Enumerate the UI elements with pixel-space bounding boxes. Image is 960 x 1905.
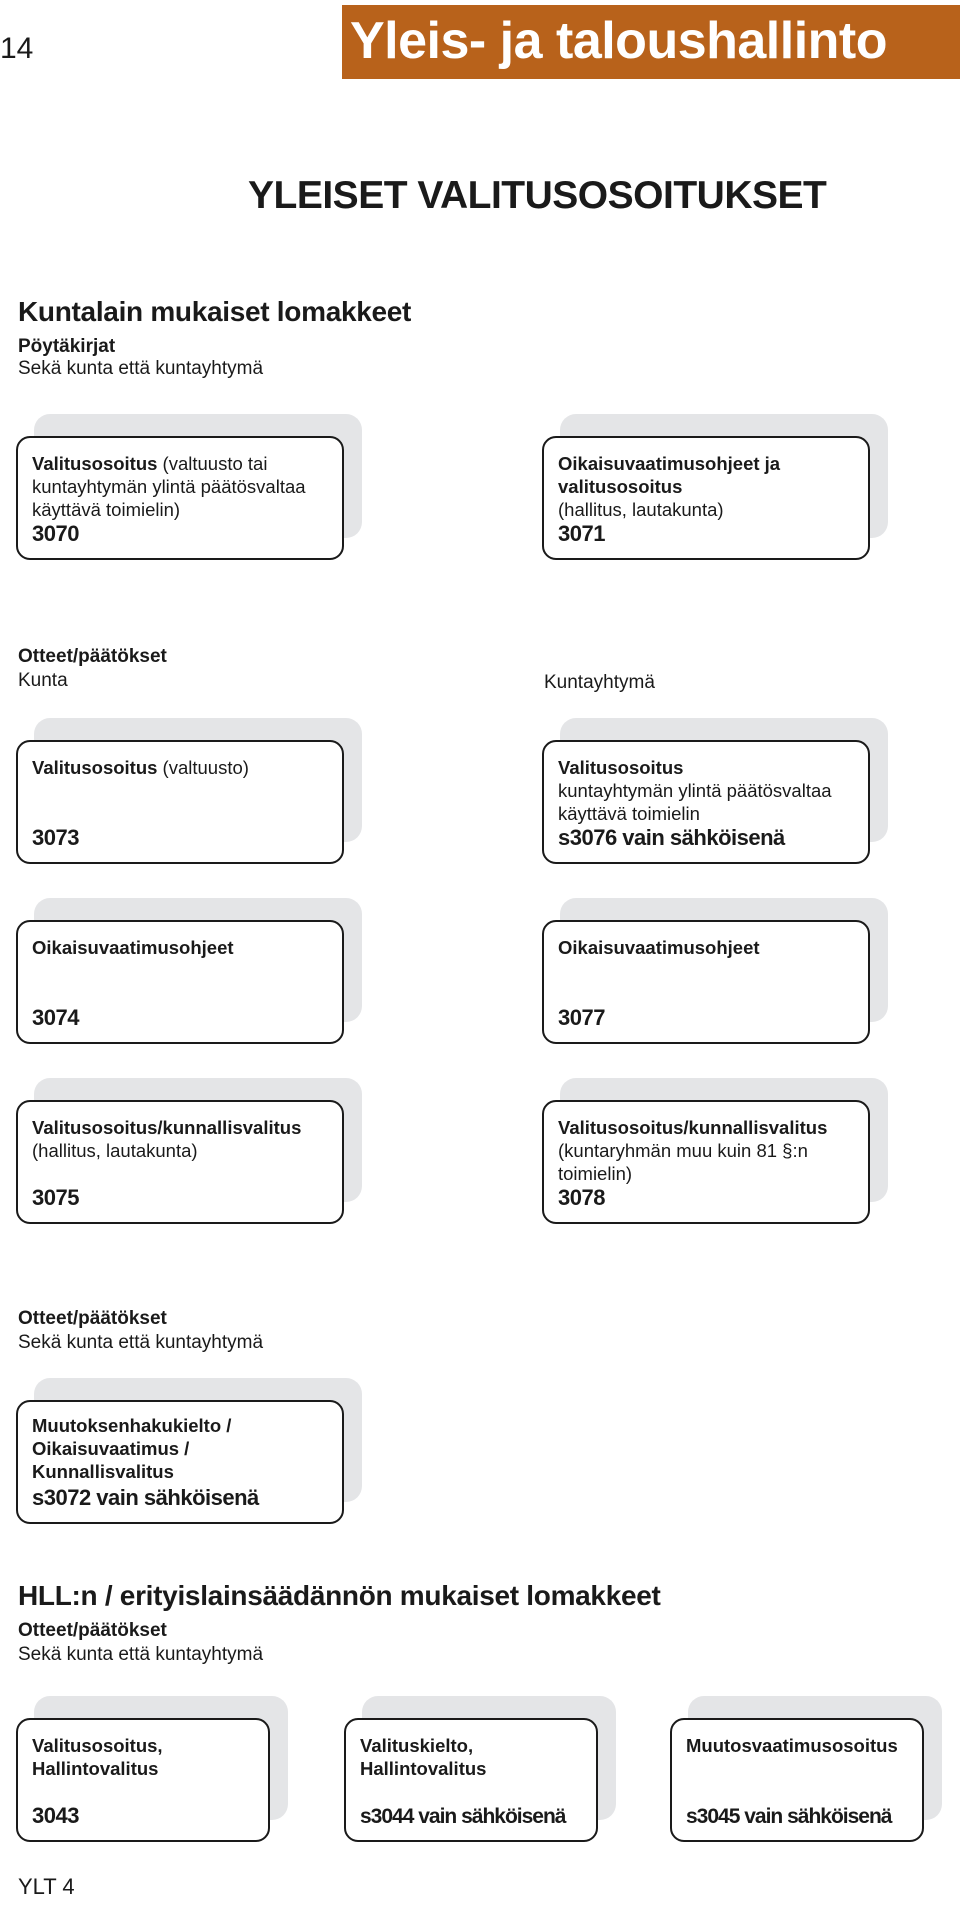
card-title: Oikaisuvaatimusohjeet: [558, 937, 760, 958]
form-card-s3072[interactable]: [16, 1400, 344, 1524]
subheading-otteet: Otteet/päätökset: [18, 646, 167, 667]
label-kunta: Kunta: [18, 670, 68, 691]
form-code: 3077: [558, 1005, 605, 1030]
form-card-3070[interactable]: [16, 436, 344, 560]
card-box: [16, 920, 344, 1044]
card-box: [16, 1718, 270, 1842]
form-code: 3074: [32, 1005, 79, 1030]
card-title: Valituskielto, Hallintovalitus: [360, 1735, 487, 1779]
card-box: [16, 436, 344, 560]
card-title: Valitusosoitus/kunnallisvalitus: [32, 1117, 302, 1138]
subheading-otteet-2: Otteet/päätökset: [18, 1308, 167, 1329]
form-code: 3071: [558, 521, 605, 546]
card-box: [542, 436, 870, 560]
card-description: (kuntaryhmän muu kuin 81 §:n toimielin): [558, 1140, 808, 1184]
card-box: [670, 1718, 924, 1842]
form-code: 3043: [32, 1803, 79, 1828]
form-card-s3045[interactable]: [670, 1718, 924, 1842]
form-code: 3070: [32, 521, 79, 546]
card-description: (valtuusto tai kuntayhtymän ylintä päätösvaltaa käyttävä toimielin): [32, 453, 306, 520]
form-code: 3078: [558, 1185, 605, 1210]
card-box: [542, 920, 870, 1044]
form-card-3043[interactable]: [16, 1718, 270, 1842]
card-title: Valitusosoitus: [558, 757, 684, 778]
label-kuntayhtyma: Kuntayhtymä: [544, 672, 655, 693]
card-box: [542, 1100, 870, 1224]
card-title: Muutoksenhakukielto / Oikaisuvaatimus / Kunnallisvalitus: [32, 1415, 232, 1482]
card-title: Oikaisuvaatimusohjeet: [32, 937, 234, 958]
section-heading-kuntalaki: Kuntalain mukaiset lomakkeet: [18, 296, 412, 327]
form-code: s3072 vain sähköisenä: [32, 1485, 259, 1510]
card-description: (hallitus, lautakunta): [32, 1140, 198, 1161]
card-title: Muutosvaatimusosoitus: [686, 1735, 898, 1756]
subheading-poytakirjat: Pöytäkirjat: [18, 336, 116, 357]
form-code: 3075: [32, 1185, 79, 1210]
card-box: [16, 1400, 344, 1524]
page-number: 14: [0, 32, 34, 65]
form-card-3074[interactable]: [16, 920, 344, 1044]
card-box: [542, 740, 870, 864]
form-card-3077[interactable]: [542, 920, 870, 1044]
card-box: [344, 1718, 598, 1842]
subheading-scope-2: Sekä kunta että kuntayhtymä: [18, 1332, 264, 1353]
card-box: [16, 1100, 344, 1224]
form-code: s3044 vain sähköisenä: [360, 1805, 566, 1828]
form-card-3078[interactable]: [542, 1100, 870, 1224]
card-title: Valitusosoitus/kunnallisvalitus: [558, 1117, 828, 1138]
form-card-3073[interactable]: [16, 740, 344, 864]
card-box: [16, 740, 344, 864]
card-description: kuntayhtymän ylintä päätösvaltaa käyttävä toimielin: [558, 780, 832, 824]
subheading-scope-3: Sekä kunta että kuntayhtymä: [18, 1644, 264, 1665]
form-card-s3044[interactable]: [344, 1718, 598, 1842]
card-title: Valitusosoitus: [32, 453, 158, 474]
header-title: Yleis- ja taloushallinto: [350, 12, 887, 70]
main-title: YLEISET VALITUSOSOITUKSET: [248, 174, 827, 217]
footer-label: YLT 4: [18, 1874, 75, 1899]
form-card-3071[interactable]: [542, 436, 870, 560]
header-banner: [342, 5, 960, 79]
form-card-3075[interactable]: [16, 1100, 344, 1224]
card-description: (hallitus, lautakunta): [558, 499, 724, 520]
form-code: s3076 vain sähköisenä: [558, 825, 785, 850]
card-title: Valitusosoitus: [32, 757, 158, 778]
card-title: Valitusosoitus, Hallintovalitus: [32, 1735, 163, 1779]
section-heading-hll: HLL:n / erityislainsäädännön mukaiset lomakkeet: [18, 1580, 661, 1611]
subheading-scope: Sekä kunta että kuntayhtymä: [18, 358, 264, 379]
form-card-s3076[interactable]: [542, 740, 870, 864]
form-code: s3045 vain sähköisenä: [686, 1805, 892, 1828]
form-code: 3073: [32, 825, 79, 850]
card-title: Oikaisuvaatimusohjeet ja valitusosoitus: [558, 453, 781, 497]
card-description: (valtuusto): [157, 757, 249, 778]
subheading-otteet-3: Otteet/päätökset: [18, 1620, 167, 1641]
